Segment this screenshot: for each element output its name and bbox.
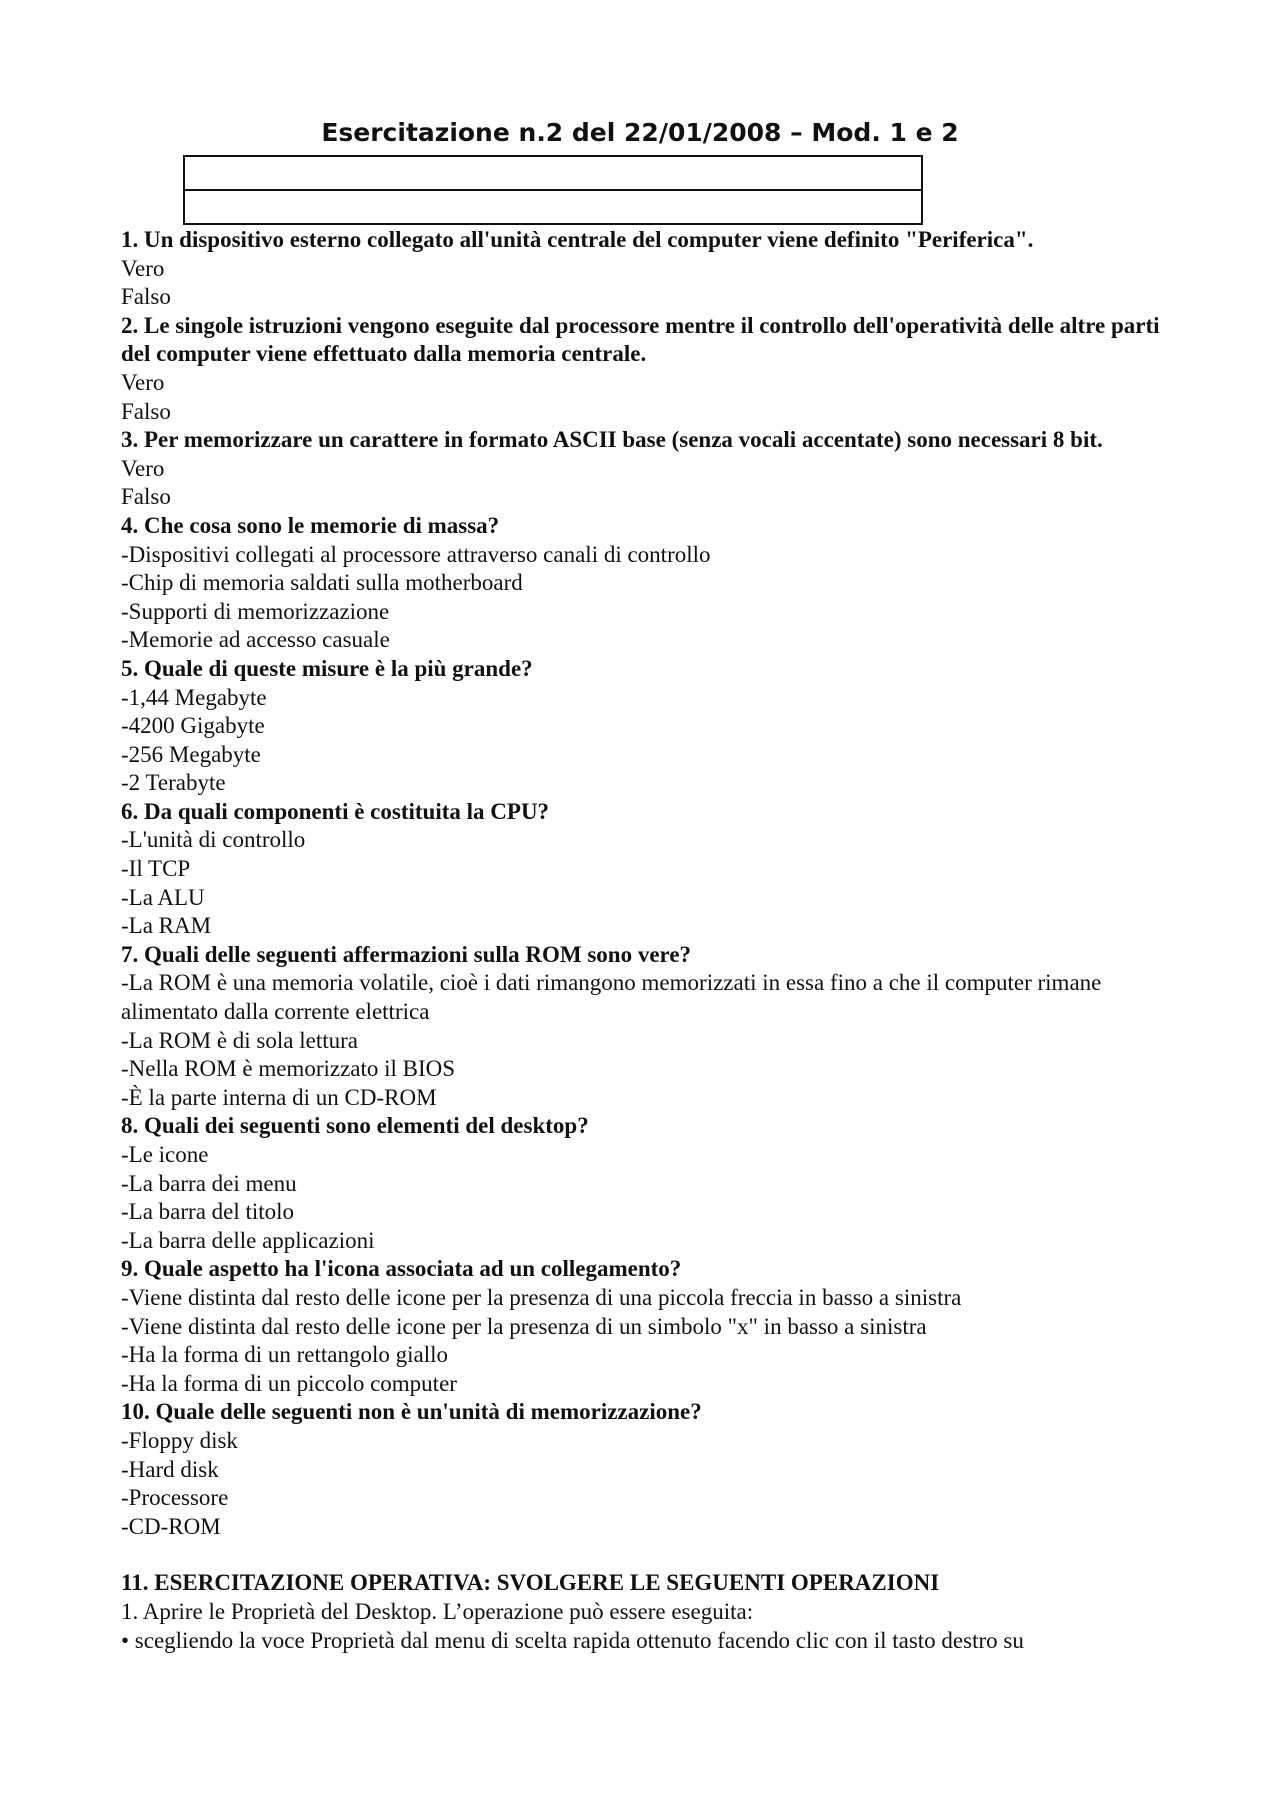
question-text: 9. Quale aspetto ha l'icona associata ad un collegamento? [121, 1256, 682, 1282]
question-block [121, 1112, 1161, 1255]
question-block [121, 226, 1161, 312]
answer-option: Falso [121, 398, 171, 424]
header-row [185, 189, 921, 223]
answer-option: -La barra delle applicazioni [121, 1227, 375, 1253]
section-spacer [121, 1541, 1161, 1569]
answer-option: -La ROM è una memoria volatile, cioè i dati rimangono memorizzati in essa fino a che il computer rimane alimentato dalla corrente elettrica [121, 970, 1102, 1025]
answer-option: -Processore [121, 1485, 229, 1511]
answer-option: -Memorie ad accesso casuale [121, 627, 390, 653]
question-text: 3. Per memorizzare un carattere in formato ASCII base (senza vocali accentate) sono necessari 8 bit. [121, 427, 1103, 453]
question-text: 2. Le singole istruzioni vengono eseguite dal processore mentre il controllo dell'operatività delle altre parti del computer viene effettuato dalla memoria centrale. [121, 312, 1160, 367]
header-box [183, 155, 923, 225]
answer-option: Falso [121, 484, 171, 510]
question-block [121, 655, 1161, 798]
answer-option: -2 Terabyte [121, 770, 226, 796]
section-heading: 11. ESERCITAZIONE OPERATIVA: SVOLGERE LE SEGUENTI OPERAZIONI [121, 1570, 940, 1596]
answer-option: Vero [121, 369, 165, 395]
answer-option: -Hard disk [121, 1456, 219, 1482]
question-text: 4. Che cosa sono le memorie di massa? [121, 512, 500, 538]
answer-option: -Viene distinta dal resto delle icone per la presenza di un simbolo "x" in basso a sinistra [121, 1313, 927, 1339]
instruction-line: • scegliendo la voce Proprietà dal menu di scelta rapida ottenuto facendo clic con il tasto destro su [121, 1627, 1024, 1653]
question-block [121, 1398, 1161, 1541]
question-block [121, 941, 1161, 1113]
question-block [121, 798, 1161, 941]
answer-option: Vero [121, 255, 165, 281]
answer-option: -È la parte interna di un CD-ROM [121, 1084, 437, 1110]
question-text: 8. Quali dei seguenti sono elementi del desktop? [121, 1113, 589, 1139]
question-block [121, 1255, 1161, 1398]
answer-option: -CD-ROM [121, 1513, 221, 1539]
answer-option: -La barra dei menu [121, 1170, 297, 1196]
document-body [121, 226, 1161, 1655]
answer-option: -Le icone [121, 1142, 209, 1167]
answer-option: -La ALU [121, 884, 205, 910]
instruction-line: 1. Aprire le Proprietà del Desktop. L’operazione può essere eseguita: [121, 1598, 754, 1624]
answer-option: -Nella ROM è memorizzato il BIOS [121, 1056, 456, 1082]
answer-option: -4200 Gigabyte [121, 713, 265, 739]
answer-option: -Ha la forma di un rettangolo giallo [121, 1342, 449, 1368]
question-list [121, 226, 1161, 1541]
question-text: 10. Quale delle seguenti non è un'unità di memorizzazione? [121, 1399, 702, 1425]
header-row [185, 157, 921, 189]
answer-option: -Supporti di memorizzazione [121, 598, 390, 624]
answer-option: Falso [121, 284, 171, 310]
question-block [121, 312, 1161, 426]
answer-option: -Il TCP [121, 856, 191, 882]
question-block [121, 426, 1161, 512]
answer-option: -Dispositivi collegati al processore attraverso canali di controllo [121, 541, 711, 567]
question-text: 1. Un dispositivo esterno collegato all'unità centrale del computer viene definito "Periferica". [121, 227, 1034, 252]
answer-option: -L'unità di controllo [121, 827, 306, 853]
question-text: 5. Quale di queste misure è la più grande? [121, 655, 533, 681]
answer-option: -La ROM è di sola lettura [121, 1027, 358, 1053]
answer-option: -Chip di memoria saldati sulla motherboard [121, 570, 523, 596]
page-title: Esercitazione n.2 del 22/01/2008 – Mod. 1 e 2 [321, 118, 959, 147]
question-text: 6. Da quali componenti è costituita la CPU? [121, 798, 550, 824]
answer-option: -Floppy disk [121, 1427, 238, 1453]
question-text: 7. Quali delle seguenti affermazioni sulla ROM sono vere? [121, 941, 692, 967]
answer-option: -La RAM [121, 913, 212, 939]
answer-option: -La barra del titolo [121, 1199, 295, 1225]
answer-option: Vero [121, 455, 165, 481]
answer-option: -256 Megabyte [121, 741, 261, 767]
question-block [121, 512, 1161, 655]
answer-option: -Viene distinta dal resto delle icone per la presenza di una piccola freccia in basso a sinistra [121, 1284, 962, 1310]
answer-option: -Ha la forma di un piccolo computer [121, 1370, 457, 1396]
answer-option: -1,44 Megabyte [121, 684, 267, 710]
